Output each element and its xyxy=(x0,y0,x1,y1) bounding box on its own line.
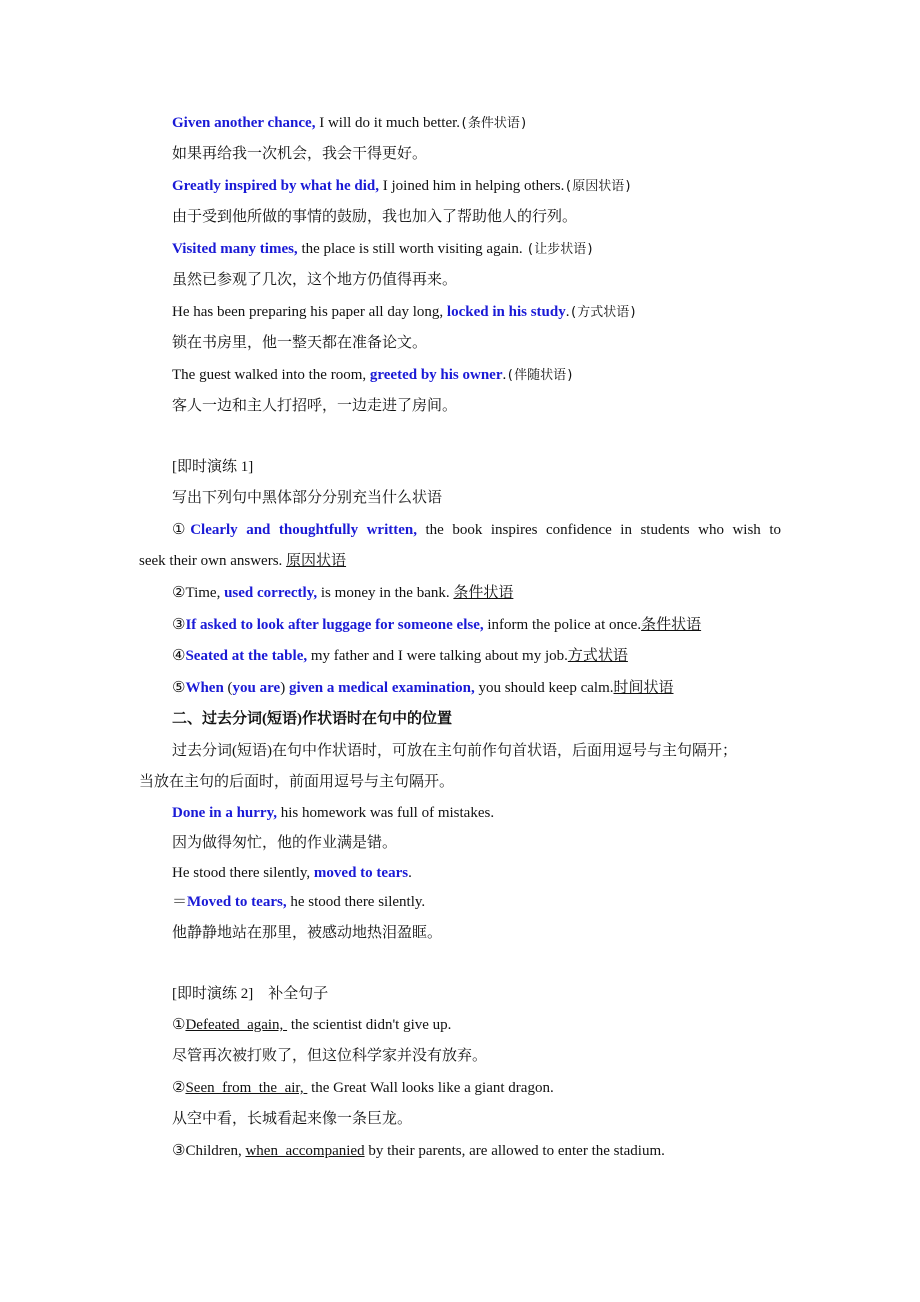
bold-phrase: Seated at the table, xyxy=(185,648,308,664)
sentence-text: by their parents, are allowed to enter the stadium. xyxy=(364,1143,665,1159)
adverbial-note: (伴随状语) xyxy=(506,368,574,383)
example-sentence xyxy=(172,113,528,134)
chinese-translation: 锁在书房里，他一整天都在准备论文。 xyxy=(172,335,428,351)
sentence-text: The guest walked into the room, xyxy=(172,367,370,383)
example-sentence xyxy=(172,302,637,323)
item-number: ③ xyxy=(172,1143,186,1159)
item-number: ④ xyxy=(172,648,186,664)
bold-phrase: Clearly and thoughtfully written, xyxy=(190,522,417,538)
practice-item xyxy=(172,583,513,603)
bold-phrase: Visited many times, xyxy=(172,241,298,257)
item-number: ⑤ xyxy=(172,680,186,696)
bold-phrase: used correctly, xyxy=(224,585,318,601)
sentence-text: the scientist didn't give up. xyxy=(287,1017,452,1033)
section-heading: 二、过去分词(短语)作状语时在句中的位置 xyxy=(172,711,452,727)
answer-text: Defeated again, xyxy=(185,1017,288,1033)
bold-phrase: If asked to look after luggage for someone else, xyxy=(185,617,484,633)
answer-text: 方式状语 xyxy=(567,648,628,664)
chinese-translation: 客人一边和主人打招呼，一边走进了房间。 xyxy=(172,398,458,414)
practice-item xyxy=(172,1015,451,1035)
sentence-text: the place is still worth visiting again. xyxy=(297,241,527,257)
sentence-text: . xyxy=(408,865,412,881)
bold-phrase: Moved to tears, xyxy=(187,894,287,910)
example-sentence xyxy=(172,365,574,386)
practice-item xyxy=(172,646,628,666)
item-number: ① xyxy=(172,1017,186,1033)
sentence-text: is money in the bank. xyxy=(317,585,450,601)
sentence-text: his homework was full of mistakes. xyxy=(277,805,495,821)
practice-item xyxy=(172,678,674,698)
item-number: ③ xyxy=(172,617,186,633)
adverbial-note: (原因状语) xyxy=(564,179,633,194)
adverbial-note: (让步状语) xyxy=(526,242,595,257)
adverbial-note: (条件状语) xyxy=(460,116,528,131)
sentence-text: ) xyxy=(280,680,289,696)
sentence-text: Children, xyxy=(185,1143,246,1159)
paragraph-line: 当放在主句的后面时，前面用逗号与主句隔开。 xyxy=(139,774,455,790)
bold-phrase: Done in a hurry, xyxy=(172,805,278,821)
answer-text: 条件状语 xyxy=(641,617,702,633)
answer-text: when accompanied xyxy=(245,1143,365,1159)
chinese-translation: 他静静地站在那里，被感动地热泪盈眶。 xyxy=(172,925,443,941)
sentence-text: inform the police at once. xyxy=(483,617,642,633)
sentence-text: I joined him in helping others. xyxy=(378,178,565,194)
bold-phrase: Greatly inspired by what he did, xyxy=(172,178,379,194)
sentence-text: my father and I were talking about my job. xyxy=(307,648,568,664)
practice-title: [即时演练 2] 补全句子 xyxy=(172,986,329,1002)
practice-item xyxy=(172,615,701,635)
chinese-translation: 如果再给我一次机会，我会干得更好。 xyxy=(172,146,428,162)
sentence-text: . xyxy=(565,304,570,320)
sentence-text: he stood there silently. xyxy=(286,894,426,910)
example-sentence xyxy=(172,863,412,883)
practice-item xyxy=(172,520,781,540)
practice-item xyxy=(172,1078,554,1098)
chinese-translation: 从空中看，长城看起来像一条巨龙。 xyxy=(172,1111,413,1127)
answer-text: 时间状语 xyxy=(613,680,674,696)
paragraph-line: 过去分词(短语)在句中作状语时，可放在主句前作句首状语，后面用逗号与主句隔开； xyxy=(172,743,737,759)
answer-text: Seen from the air, xyxy=(185,1080,308,1096)
practice-instruction: 写出下列句中黑体部分分别充当什么状语 xyxy=(172,490,443,506)
sentence-text: . xyxy=(502,367,507,383)
answer-text: 原因状语 xyxy=(286,553,347,569)
practice-title: [即时演练 1] xyxy=(172,459,254,475)
chinese-translation: 尽管再次被打败了，但这位科学家并没有放弃。 xyxy=(172,1048,488,1064)
sentence-text: ( xyxy=(223,680,233,696)
chinese-translation: 虽然已参观了几次，这个地方仍值得再来。 xyxy=(172,272,458,288)
sentence-text: the Great Wall looks like a giant dragon. xyxy=(307,1080,554,1096)
sentence-text: seek their own answers. xyxy=(139,553,283,569)
bold-phrase: you are xyxy=(232,680,281,696)
sentence-text: Time, xyxy=(185,585,225,601)
bold-phrase: locked in his study xyxy=(446,304,566,320)
example-sentence xyxy=(172,176,632,197)
sentence-text: I will do it much better. xyxy=(315,115,461,131)
bold-phrase: When xyxy=(185,680,224,696)
practice-item-cont xyxy=(139,551,346,571)
example-sentence xyxy=(172,803,494,823)
item-number: ① xyxy=(172,522,191,538)
bold-phrase: Given another chance, xyxy=(172,115,316,131)
bold-phrase: given a medical examination, xyxy=(288,680,475,696)
item-number: ② xyxy=(172,1080,186,1096)
practice-item xyxy=(172,1141,665,1161)
sentence-text: He has been preparing his paper all day long, xyxy=(172,304,447,320)
sentence-text: He stood there silently, xyxy=(172,865,314,881)
sentence-text: the book inspires confidence in students who wish to xyxy=(416,522,781,538)
sentence-text: you should keep calm. xyxy=(474,680,614,696)
adverbial-note: (方式状语) xyxy=(569,305,638,320)
sentence-text: ＝ xyxy=(172,894,188,910)
answer-text: 条件状语 xyxy=(453,585,514,601)
example-sentence xyxy=(172,239,594,260)
item-number: ② xyxy=(172,585,186,601)
chinese-translation: 因为做得匆忙，他的作业满是错。 xyxy=(172,835,398,851)
bold-phrase: moved to tears xyxy=(313,865,409,881)
example-sentence xyxy=(172,892,425,912)
chinese-translation: 由于受到他所做的事情的鼓励，我也加入了帮助他人的行列。 xyxy=(172,209,578,225)
bold-phrase: greeted by his owner xyxy=(369,367,503,383)
